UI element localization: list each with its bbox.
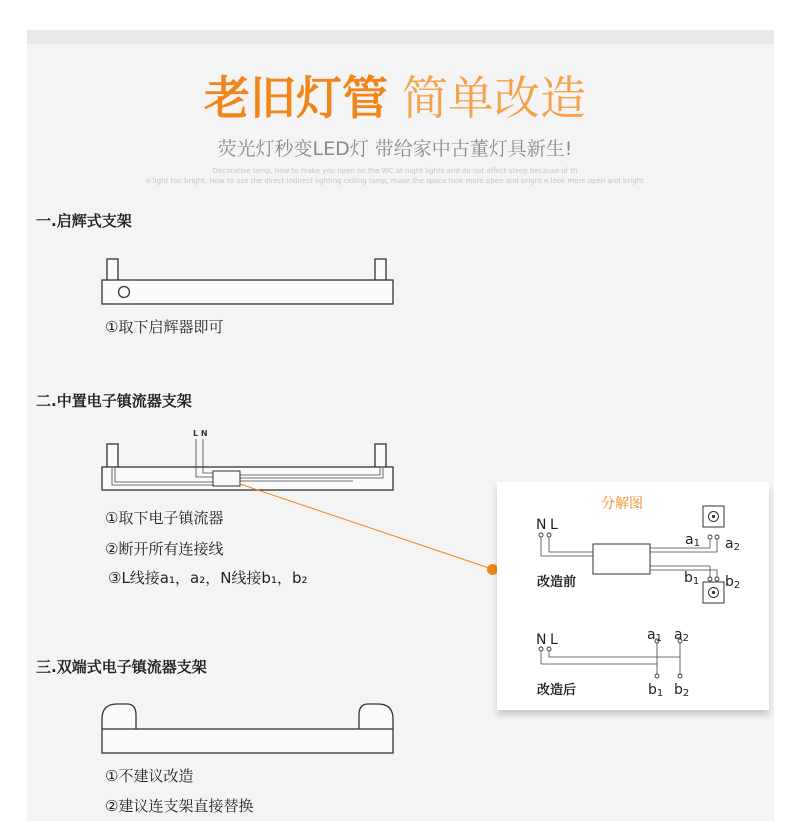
terminal-b2-point <box>715 577 719 581</box>
label-b1-before: b1 <box>684 570 700 587</box>
section-2-step-2: ②断开所有连接线 <box>105 540 224 558</box>
left-lamp-holder <box>107 444 118 468</box>
section-3-step-2: ②建议连支架直接替换 <box>105 797 254 815</box>
terminal-b1-point-after <box>655 674 659 678</box>
terminal-N-point <box>539 533 543 537</box>
section-1-title: 一.启辉式支架 <box>36 212 132 230</box>
after-wiring <box>541 643 680 674</box>
label-a1-before: a1 <box>685 532 700 549</box>
bracket-body <box>102 280 393 304</box>
after-label: 改造后 <box>537 683 577 698</box>
terminal-L-point-after <box>547 647 551 651</box>
double-ended-bracket-diagram <box>95 695 405 765</box>
top-band <box>27 30 774 44</box>
electronic-ballast <box>213 471 240 486</box>
terminal-L-before: L <box>550 517 558 533</box>
section-2-step-1: ①取下电子镇流器 <box>105 509 224 527</box>
bracket-body <box>102 729 393 753</box>
page-subtitle: 荧光灯秒变LED灯 带给家中古董灯具新生! <box>217 138 573 160</box>
wiring-schematic <box>497 482 769 710</box>
label-a1-after: a1 <box>647 627 662 644</box>
terminal-L-after: L <box>550 632 558 648</box>
section-2-title: 二.中置电子镇流器支架 <box>36 392 192 410</box>
right-lamp-holder <box>375 444 386 468</box>
left-end-cap <box>102 704 136 729</box>
section-2-step-3: ③L线接a₁，a₂，N线接b₁，b₂ <box>108 569 308 587</box>
decorative-caption <box>0 166 790 186</box>
left-lamp-holder <box>107 259 118 281</box>
decorative-caption-line-2: e light too bright, How to use the direct indirect lighting ceiling lamp, make the space look more open and bright e look more open and bright <box>146 177 644 185</box>
label-b2-after: b2 <box>674 682 690 699</box>
label-a2-after: a2 <box>674 627 689 644</box>
exploded-view-card <box>497 482 769 710</box>
section-3-step-1: ①不建议改造 <box>105 767 194 785</box>
terminal-b2-point-after <box>678 674 682 678</box>
label-b2-before: b2 <box>725 574 741 591</box>
decorative-caption-line-1: Decorative lamp, how to make you open on the WC at night lights and do not affect sleep because of th <box>212 167 578 175</box>
terminal-b1-point <box>708 577 712 581</box>
wire-labels-LN: L N <box>193 429 208 438</box>
before-label: 改造前 <box>537 575 577 590</box>
lamp-socket-top-pin <box>712 515 715 518</box>
label-b1-after: b1 <box>648 682 664 699</box>
terminal-a2-point <box>715 535 719 539</box>
exploded-view-title: 分解图 <box>601 496 643 512</box>
right-end-cap <box>359 704 393 729</box>
terminal-a1-point <box>708 535 712 539</box>
page-title-light: 简单改造 <box>402 71 586 125</box>
terminal-L-point <box>547 533 551 537</box>
electronic-ballast-box <box>593 544 650 574</box>
lamp-socket-bottom-pin <box>712 591 715 594</box>
right-lamp-holder <box>375 259 386 281</box>
page-title-bold: 老旧灯管 <box>204 71 388 125</box>
terminal-N-after: N <box>536 632 547 648</box>
section-1-step-1: ①取下启辉器即可 <box>105 318 224 336</box>
terminal-N-before: N <box>536 517 547 533</box>
label-a2-before: a2 <box>725 536 740 553</box>
page-title <box>0 70 790 126</box>
callout-line <box>240 484 492 569</box>
section-3-title: 三.双端式电子镇流器支架 <box>36 658 207 676</box>
starter-bracket-diagram <box>95 250 405 315</box>
